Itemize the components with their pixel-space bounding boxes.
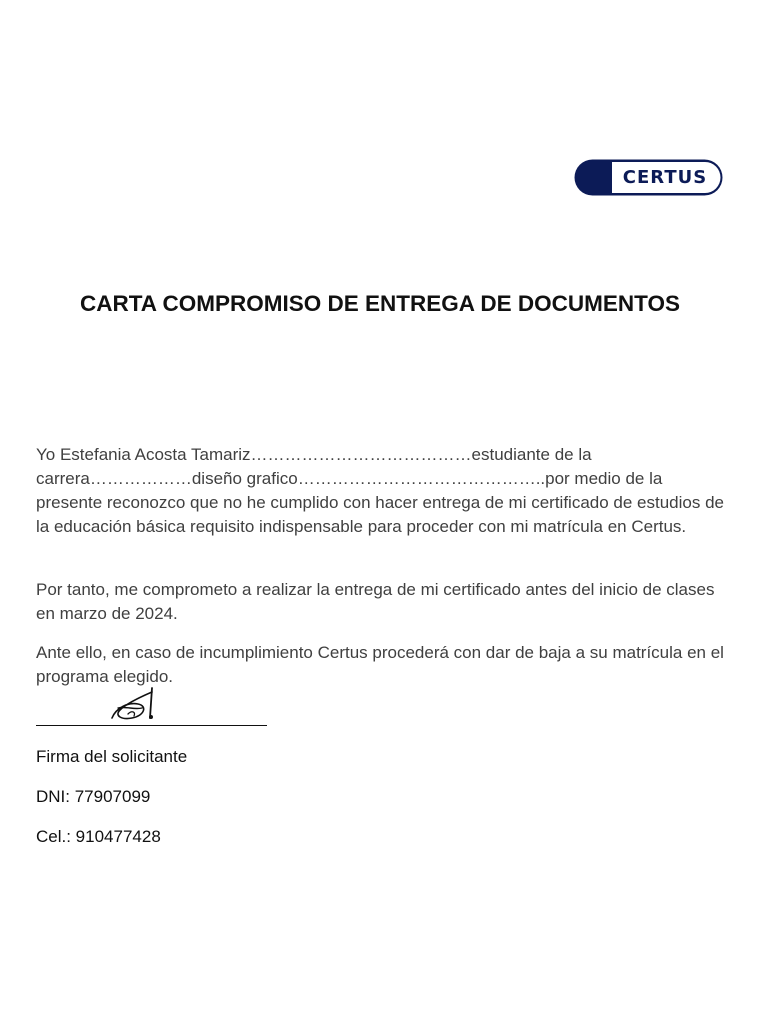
signature-line — [36, 725, 267, 726]
certus-logo — [574, 159, 723, 196]
page-title: CARTA COMPROMISO DE ENTREGA DE DOCUMENTOS — [79, 291, 681, 316]
phone-text: Cel.: 910477428 — [36, 827, 161, 846]
signature-label: Firma del solicitante — [36, 747, 188, 766]
paragraph-consequence: Ante ello, en caso de incumplimiento Certus procederá con dar de baja a su matrícula en el programa elegido. — [36, 643, 724, 686]
paragraph-declaration: Yo Estefania Acosta Tamariz…………………………………estudiante de la carrera………………diseño grafico……………………………………..por medio de la presente reconozco que no he cumplido con hacer entrega de mi certificado de estudios de la educación básica requisito indispensable para proceder con mi matrícula en Certus. — [36, 445, 724, 536]
dni-text: DNI: 77907099 — [36, 787, 151, 806]
handwritten-signature — [108, 684, 160, 724]
signature-area — [36, 684, 267, 726]
paragraph-commitment: Por tanto, me comprometo a realizar la entrega de mi certificado antes del inicio de clases en marzo de 2024. — [36, 580, 715, 623]
logo-text: CERTUS — [622, 167, 708, 188]
